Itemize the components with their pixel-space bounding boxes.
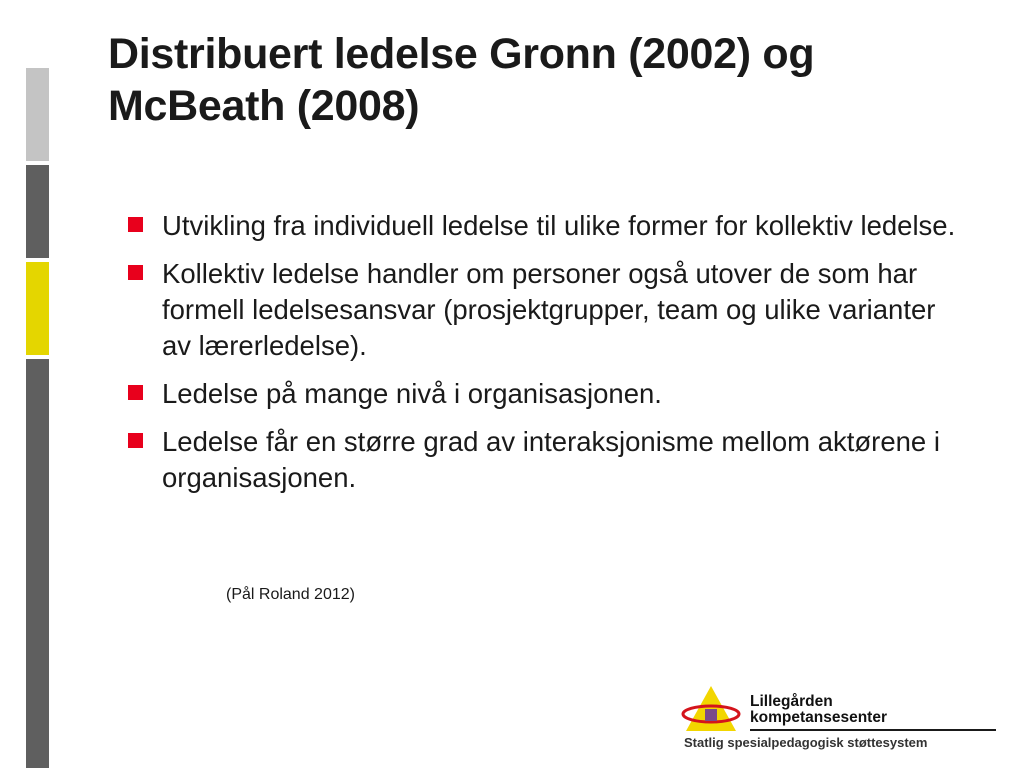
bullet-list [128, 208, 968, 508]
side-bar-segment-dark-long [26, 359, 49, 768]
red-square-icon [128, 433, 143, 448]
logo-name-line1: Lillegården [750, 693, 833, 710]
bullet-item [128, 208, 968, 244]
bullet-text: Utvikling fra individuell ledelse til ulike former for kollektiv ledelse. [162, 210, 956, 241]
triangle-ring-logo-icon [678, 684, 750, 734]
organization-logo [678, 684, 998, 754]
bullet-item [128, 376, 968, 412]
logo-tagline: Statlig spesialpedagogisk støttesystem [684, 735, 928, 750]
red-square-icon [128, 265, 143, 280]
bullet-item [128, 256, 968, 364]
slide-title: Distribuert ledelse Gronn (2002) og McBeath (2008) [108, 30, 815, 130]
bullet-text: Ledelse på mange nivå i organisasjonen. [162, 378, 662, 409]
side-color-bar [26, 68, 49, 768]
red-square-icon [128, 385, 143, 400]
bullet-text: Kollektiv ledelse handler om personer også utover de som har formell ledelsesansvar (prosjektgrupper, team og ulike varianter av lærerledelse). [162, 258, 936, 361]
bullet-text: Ledelse får en større grad av interaksjonisme mellom aktørene i organisasjonen. [162, 426, 940, 493]
logo-divider [750, 729, 996, 731]
side-bar-segment-yellow [26, 262, 49, 355]
side-bar-segment-dark [26, 165, 49, 258]
logo-name [750, 694, 887, 726]
red-square-icon [128, 217, 143, 232]
logo-name-line2: kompetansesenter [750, 709, 887, 726]
citation: (Pål Roland 2012) [226, 586, 355, 603]
side-bar-segment-light [26, 68, 49, 161]
bullet-item [128, 424, 968, 496]
